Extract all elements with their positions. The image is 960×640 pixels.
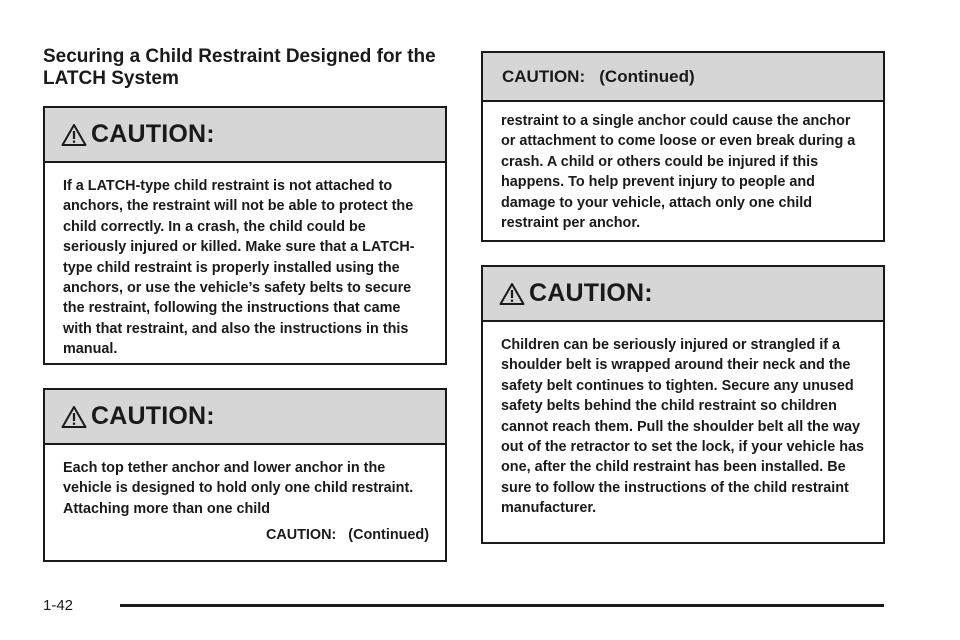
caution-header [483, 53, 883, 102]
caution-box-shoulder-belt [481, 265, 885, 544]
caution-body: If a LATCH-type child restraint is not attached to anchors, the restraint will not be able to protect the child correctly. In a crash, the child could be seriously injured or killed. Make sure that a LATCH-type child restraint is properly installed using the anchors, or use the vehicle’s safety belts to secure the restraint, following the instructions that came with that restraint, and also the instructions in this manual. [63, 178, 415, 358]
caution-box-latch-attachment [43, 106, 447, 365]
caution-body-wrapper [45, 445, 445, 546]
caution-body: Each top tether anchor and lower anchor in the vehicle is designed to hold only one child restraint. Attaching more than one child [63, 460, 414, 517]
warning-triangle-icon [499, 282, 525, 306]
continued-note: CAUTION: (Continued) [265, 527, 429, 544]
warning-triangle-icon [61, 123, 87, 147]
caution-title: CAUTION: [91, 402, 215, 430]
caution-box-anchor-capacity [43, 388, 447, 562]
section-title: Securing a Child Restraint Designed for the LATCH System [43, 46, 436, 89]
caution-header [483, 267, 883, 322]
page-number: 1-42 [43, 597, 74, 614]
footer-rule [120, 604, 884, 607]
caution-header [45, 108, 445, 163]
caution-header [45, 390, 445, 445]
caution-box-continued [481, 51, 885, 242]
caution-body: Children can be seriously injured or strangled if a shoulder belt is wrapped around their neck and the safety belt continues to tighten. Secure any unused safety belts behind the child restraint so children cannot reach them. Pull the shoulder belt all the way out of the retractor to set the lock, if your vehicle has one, after the child restraint has been installed. Be sure to follow the instructions of the child restraint manufacturer. [501, 337, 865, 517]
caution-title: CAUTION: [91, 120, 215, 148]
warning-triangle-icon [61, 405, 87, 429]
caution-title: CAUTION: [529, 279, 653, 307]
caution-title: CAUTION: (Continued) [502, 66, 695, 86]
caution-body: restraint to a single anchor could cause the anchor or attachment to come loose or even break during a crash. A child or others could be injured if this happens. To help prevent injury to people and damage to your vehicle, attach only one child restraint per anchor. [501, 113, 856, 232]
